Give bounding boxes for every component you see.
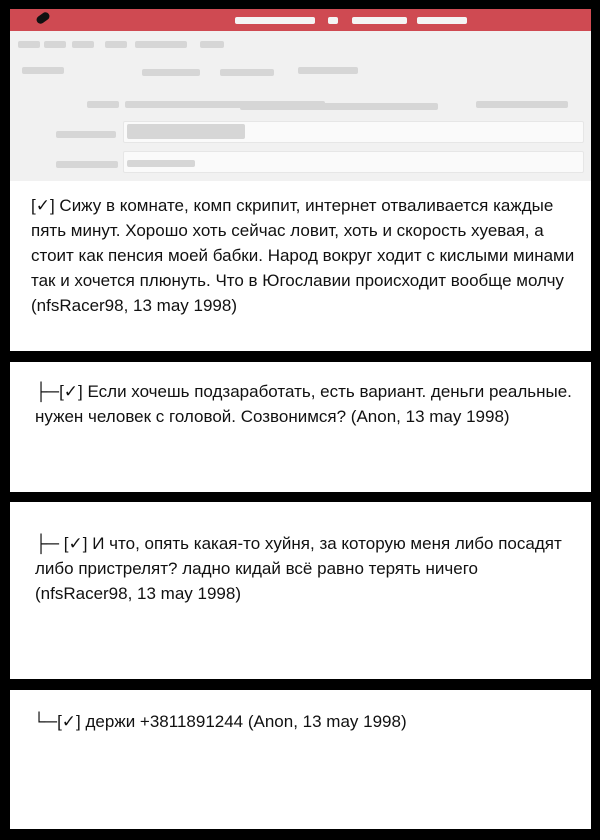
comment-text: [✓] Сижу в комнате, комп скрипит, интернет отваливается каждые пять минут. Хорошо хоть сейчас ловит, хоть и скорость хуевая, а стоит как пенсия моей бабки. Народ вокруг ходит с кислыми минами так и хочется плюнуть. Что в Югославии происходит вообще молчу (nfsRacer98, 13 may 1998)	[31, 196, 575, 315]
header-placeholder	[476, 101, 568, 108]
menu-item-placeholder	[18, 41, 40, 48]
comment-text: └─[✓] держи +3811891244 (Anon, 13 may 1998)	[33, 712, 407, 731]
title-placeholder	[328, 17, 338, 24]
comment-panel-3	[10, 502, 591, 679]
title-placeholder	[235, 17, 315, 24]
logo-icon	[35, 11, 51, 26]
form-label-placeholder	[56, 131, 116, 138]
menu-item-placeholder	[135, 41, 187, 48]
comment-text: ├─[✓] Если хочешь подзаработать, есть вариант. деньги реальные. нужен человек с головой. Созвонимся? (Anon, 13 may 1998)	[35, 382, 572, 426]
form-label-placeholder	[56, 161, 118, 168]
toolbar-placeholder	[220, 69, 274, 76]
toolbar-placeholder	[142, 69, 200, 76]
field-value-placeholder	[127, 124, 245, 139]
title-placeholder	[417, 17, 467, 24]
comment-panel-2	[10, 362, 591, 492]
comment-panel-4	[10, 690, 591, 829]
title-placeholder	[352, 17, 407, 24]
browser-title-bar	[10, 9, 591, 31]
field-value-placeholder	[127, 160, 195, 167]
comment-text: ├─ [✓] И что, опять какая-то хуйня, за которую меня либо посадят либо пристрелят? ладно кидай всё равно терять ничего (nfsRacer98, 13 may 1998)	[35, 534, 562, 603]
comment-panel-1	[10, 9, 591, 351]
toolbar-placeholder	[298, 67, 358, 74]
menu-item-placeholder	[72, 41, 94, 48]
header-placeholder	[87, 101, 119, 108]
menu-item-placeholder	[105, 41, 127, 48]
toolbar-placeholder	[22, 67, 64, 74]
menu-item-placeholder	[44, 41, 66, 48]
header-placeholder	[240, 103, 438, 110]
menu-item-placeholder	[200, 41, 224, 48]
blurred-browser-window	[10, 9, 591, 181]
